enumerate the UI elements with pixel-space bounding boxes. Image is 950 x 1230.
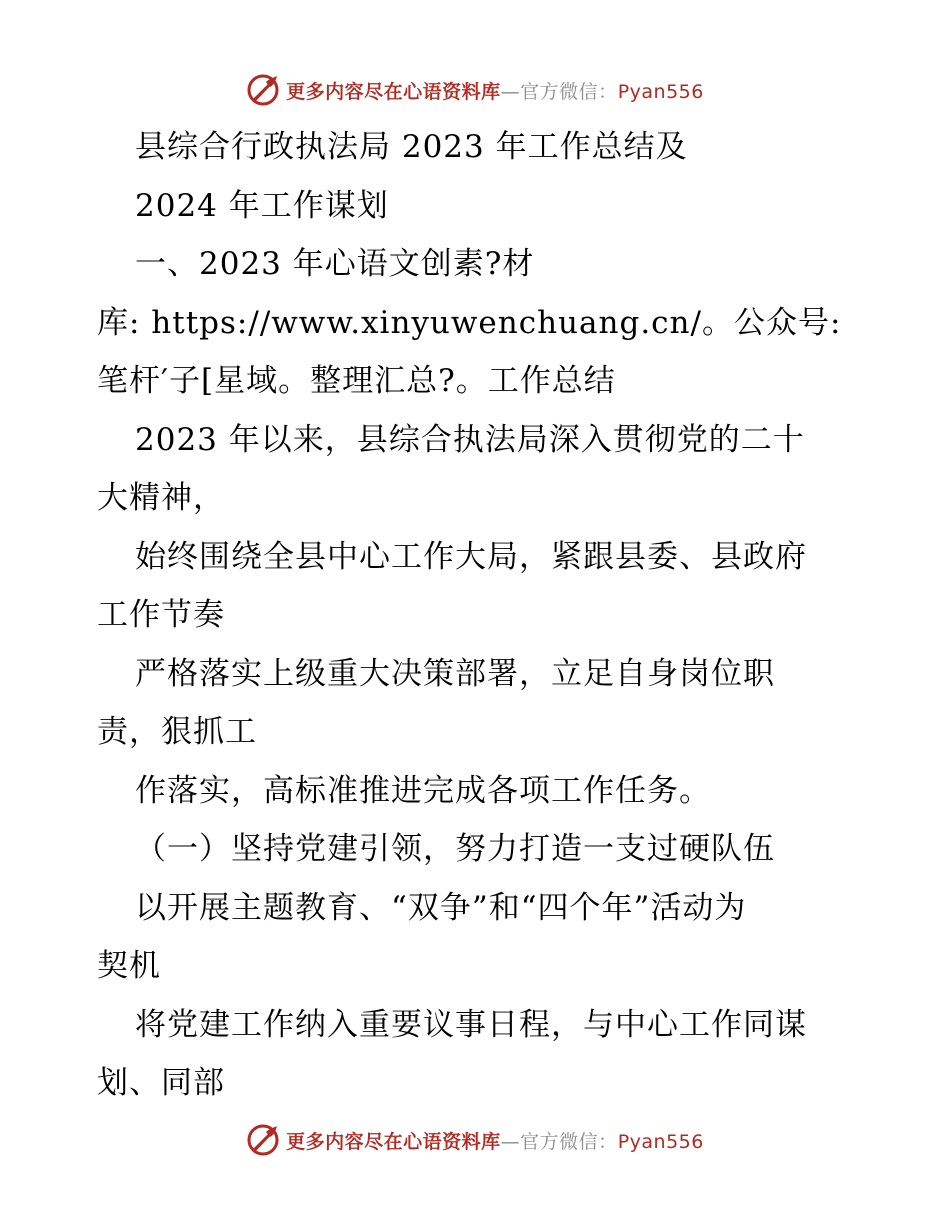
banner-highlight: 更多内容尽在心语资料库 xyxy=(286,80,501,103)
banner-text xyxy=(286,77,704,104)
document-line: 始终围绕全县中心工作大局，紧跟县委、县政府 xyxy=(135,538,807,575)
document-line: 划、同部 xyxy=(97,1065,225,1101)
quill-logo-icon xyxy=(246,1123,280,1157)
quill-logo-icon xyxy=(246,73,280,107)
banner-highlight: 更多内容尽在心语资料库 xyxy=(286,1130,501,1153)
banner-account: Pyan556 xyxy=(617,1130,704,1153)
banner-text xyxy=(286,1127,704,1154)
document-line: 将党建工作纳入重要议事日程，与中心工作同谋 xyxy=(135,1006,807,1043)
document-line: 2024 年工作谋划 xyxy=(135,187,389,224)
document-line: 库: https://www.xinyuwenchuang.cn/。公众号: xyxy=(97,304,842,341)
banner-account: Pyan556 xyxy=(617,80,704,103)
footer-watermark-banner xyxy=(0,1120,950,1160)
banner-official-label: 官方微信： xyxy=(520,80,618,103)
document-line: 工作节奏 xyxy=(97,597,225,633)
document-line: （一）坚持党建引领，努力打造一支过硬队伍 xyxy=(135,831,775,867)
header-watermark-banner xyxy=(0,70,950,110)
document-body xyxy=(97,118,887,1113)
document-line: 大精神， xyxy=(97,480,225,516)
document-line: 契机 xyxy=(97,948,161,984)
banner-official-label: 官方微信： xyxy=(520,1130,618,1153)
banner-dash: — xyxy=(500,1130,521,1153)
document-line: 以开展主题教育、“双争”和“四个年”活动为 xyxy=(135,889,747,926)
document-line: 责，狠抓工 xyxy=(97,714,257,750)
banner-dash: — xyxy=(500,80,521,103)
document-line: 笔杆′子[星域。整理汇总?。工作总结 xyxy=(97,363,616,399)
document-line: 一、2023 年心语文创素?材 xyxy=(135,246,535,282)
document-line: 县综合行政执法局 2023 年工作总结及 xyxy=(135,129,688,165)
document-line: 作落实，高标准推进完成各项工作任务。 xyxy=(135,772,711,809)
document-line: 严格落实上级重大决策部署，立足自身岗位职 xyxy=(135,655,775,692)
document-line: 2023 年以来，县综合执法局深入贯彻党的二十 xyxy=(135,421,805,458)
